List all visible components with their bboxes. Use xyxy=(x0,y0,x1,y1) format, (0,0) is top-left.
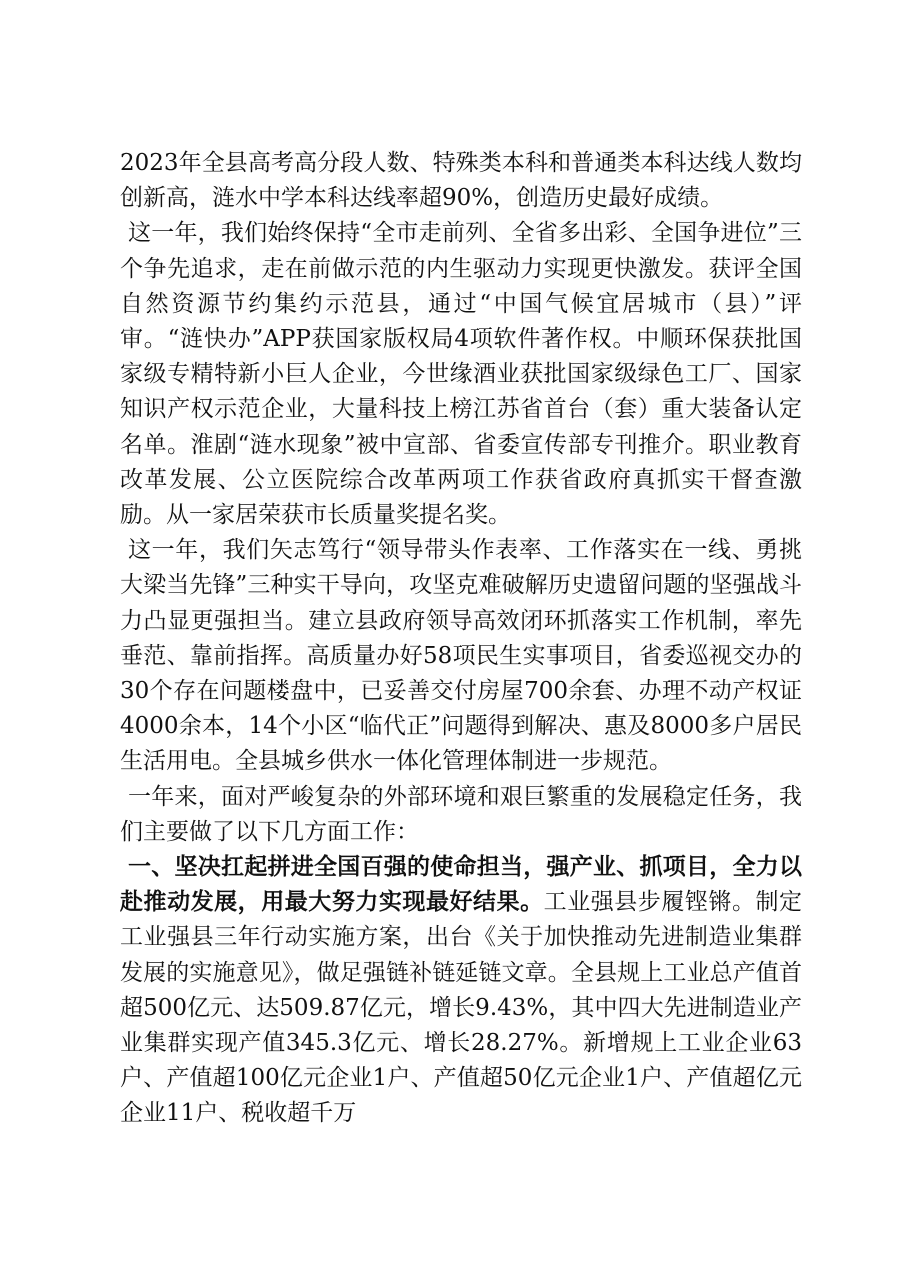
paragraph-section-one xyxy=(120,850,802,1132)
paragraph-three-orientations: 这一年，我们矢志笃行“领导带头作表率、工作落实在一线、勇挑大梁当先锋”三种实干导向，攻坚克难破解历史遗留问题的坚强战斗力凸显更强担当。建立县政府领导高效闭环抓落实工作机制，率先垂范、靠前指挥。高质量办好58项民生实事项目，省委巡视交办的30个存在问题楼盘中，已妥善交付房屋700余套、办理不动产权证4000余本，14个小区“临代正”问题得到解决、惠及8000多户居民生活用电。全县城乡供水一体化管理体制进一步规范。 xyxy=(120,537,802,775)
document-body xyxy=(120,146,802,1132)
section-body: 工业强县步履铿锵。制定工业强县三年行动实施方案，出台《关于加快推动先进制造业集群发展的实施意见》，做足强链补链延链文章。全县规上工业总产值首超500亿元、达509.87亿元，增长9.43%，其中四大先进制造业产业集群实现产值345.3亿元、增长28.27%。新增规上工业企业63户、产值超100亿元企业1户、产值超50亿元企业1户、产值超亿元企业11户、税收超千万 xyxy=(120,889,803,1127)
section-heading: 一、坚决扛起拼进全国百强的使命担当，强产业、抓项目，全力以赴推动发展，用最大努力实现最好结果。 xyxy=(120,854,802,916)
paragraph-education-results: 2023年全县高考高分段人数、特殊类本科和普通类本科达线人数均创新高，涟水中学本科达线率超90%，创造历史最好成绩。 xyxy=(120,150,802,212)
paragraph-three-pursuits: 这一年，我们始终保持“全市走前列、全省多出彩、全国争进位”三个争先追求，走在前做示范的内生驱动力实现更快激发。获评全国自然资源节约集约示范县，通过“中国气候宜居城市（县）”评审。“涟快办”APP获国家版权局4项软件著作权。中顺环保获批国家级专精特新小巨人企业，今世缘酒业获批国家级绿色工厂、国家知识产权示范企业，大量科技上榜江苏省首台（套）重大装备认定名单。淮剧“涟水现象”被中宣部、省委宣传部专刊推介。职业教育改革发展、公立医院综合改革两项工作获省政府真抓实干督查激励。从一家居荣获市长质量奖提名奖。 xyxy=(120,220,802,529)
paragraph-work-summary-intro: 一年来，面对严峻复杂的外部环境和艰巨繁重的发展稳定任务，我们主要做了以下几方面工作： xyxy=(120,783,802,845)
